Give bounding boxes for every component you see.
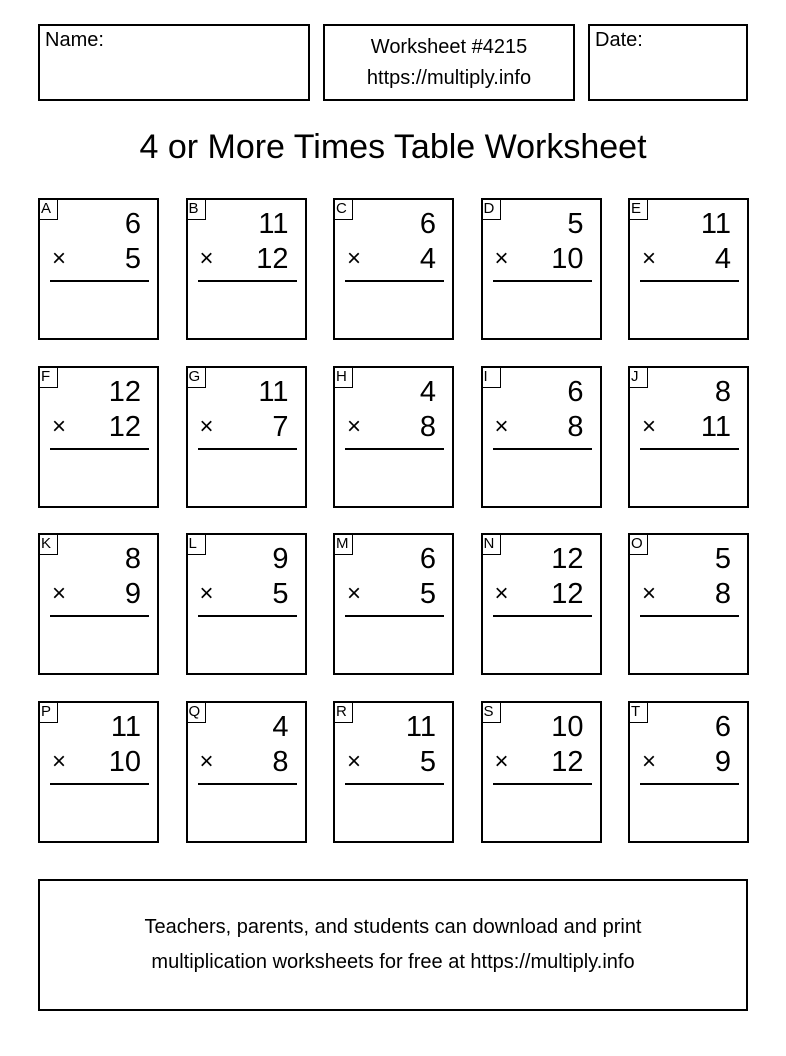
problem-card-p[interactable] (38, 701, 159, 843)
multiplier: 8 (567, 410, 584, 443)
answer-line (493, 448, 592, 450)
multiplicand: 4 (419, 375, 436, 408)
worksheet-info-box (323, 24, 575, 101)
times-sign: × (494, 412, 509, 440)
problem-card-e[interactable] (628, 198, 749, 340)
problem-letter: G (186, 366, 206, 388)
times-sign: × (347, 412, 362, 440)
problem-card-t[interactable] (628, 701, 749, 843)
answer-line (493, 615, 592, 617)
problem-card-s[interactable] (481, 701, 602, 843)
problem-card-d[interactable] (481, 198, 602, 340)
problem-letter: Q (186, 701, 206, 723)
multiplicand: 4 (272, 710, 289, 743)
answer-line (640, 280, 739, 282)
worksheet-url: https://multiply.info (366, 66, 532, 89)
problem-card-m[interactable] (333, 533, 454, 675)
problem-card-b[interactable] (186, 198, 307, 340)
multiplicand: 6 (124, 208, 141, 240)
multiplier: 8 (419, 410, 436, 443)
footer-line-2: multiplication worksheets for free at https://multiply.info (151, 951, 635, 973)
answer-line (198, 783, 297, 785)
problem-card-g[interactable] (186, 366, 307, 508)
multiplicand: 6 (567, 375, 584, 408)
problem-letter: F (38, 366, 58, 388)
problem-letter: O (628, 533, 648, 555)
footer-note (38, 879, 748, 1011)
answer-line (50, 783, 149, 785)
times-sign: × (642, 412, 657, 440)
problem-card-c[interactable] (333, 198, 454, 340)
multiplier: 5 (272, 578, 289, 611)
problem-letter: A (38, 198, 58, 220)
answer-line (198, 615, 297, 617)
problem-card-i[interactable] (481, 366, 602, 508)
multiplier: 10 (551, 243, 584, 275)
problem-letter: L (186, 533, 206, 555)
multiplicand: 5 (567, 208, 584, 240)
answer-line (345, 615, 444, 617)
times-sign: × (642, 580, 657, 608)
answer-line (198, 448, 297, 450)
problem-letter: E (628, 198, 648, 220)
times-sign: × (347, 580, 362, 608)
problem-card-a[interactable] (38, 198, 159, 340)
times-sign: × (199, 747, 214, 775)
multiplicand: 12 (551, 543, 584, 576)
answer-line (345, 783, 444, 785)
problem-letter: I (481, 366, 501, 388)
multiplicand: 6 (419, 543, 436, 576)
problem-letter: S (481, 701, 501, 723)
answer-line (640, 448, 739, 450)
times-sign: × (642, 747, 657, 775)
problem-letter: P (38, 701, 58, 723)
problem-letter: T (628, 701, 648, 723)
footer-line-1: Teachers, parents, and students can download and print (144, 916, 642, 938)
multiplicand: 9 (272, 543, 289, 576)
answer-line (345, 280, 444, 282)
answer-line (493, 280, 592, 282)
multiplicand: 11 (110, 710, 141, 743)
multiplier: 5 (124, 243, 141, 275)
times-sign: × (52, 412, 67, 440)
problem-letter: J (628, 366, 648, 388)
answer-line (50, 448, 149, 450)
problem-letter: R (333, 701, 353, 723)
problem-card-o[interactable] (628, 533, 749, 675)
multiplicand: 12 (108, 375, 141, 408)
worksheet-number: Worksheet #4215 (370, 35, 528, 58)
answer-line (640, 615, 739, 617)
times-sign: × (642, 245, 657, 272)
problem-letter: H (333, 366, 353, 388)
multiplicand: 6 (419, 208, 436, 240)
multiplier: 4 (419, 243, 436, 275)
problem-letter: C (333, 198, 353, 220)
times-sign: × (52, 747, 67, 775)
times-sign: × (199, 580, 214, 608)
problem-letter: N (481, 533, 501, 555)
multiplicand: 5 (714, 543, 731, 576)
times-sign: × (199, 245, 214, 272)
times-sign: × (494, 580, 509, 608)
multiplier: 4 (714, 243, 731, 275)
date-field-box[interactable] (588, 24, 748, 101)
multiplier: 12 (256, 243, 289, 275)
answer-line (50, 615, 149, 617)
times-sign: × (347, 747, 362, 775)
problem-letter: B (186, 198, 206, 220)
problem-letter: D (481, 198, 501, 220)
times-sign: × (199, 412, 214, 440)
multiplier: 10 (108, 745, 141, 778)
multiplier: 12 (108, 410, 141, 443)
multiplicand: 11 (258, 208, 289, 240)
multiplicand: 6 (714, 710, 731, 743)
problem-card-l[interactable] (186, 533, 307, 675)
multiplier: 12 (551, 745, 584, 778)
multiplicand: 8 (124, 543, 141, 576)
times-sign: × (494, 747, 509, 775)
times-sign: × (347, 245, 362, 272)
multiplicand: 8 (714, 375, 731, 408)
problem-card-r[interactable] (333, 701, 454, 843)
name-field-box[interactable] (38, 24, 310, 101)
multiplier: 5 (419, 578, 436, 611)
page-title: 4 or More Times Table Worksheet (139, 128, 647, 166)
problem-card-f[interactable] (38, 366, 159, 508)
multiplier: 9 (124, 578, 141, 611)
multiplicand: 11 (405, 710, 436, 743)
multiplier: 12 (551, 578, 584, 611)
multiplicand: 11 (258, 375, 289, 408)
multiplier: 9 (714, 745, 731, 778)
answer-line (493, 783, 592, 785)
problem-card-k[interactable] (38, 533, 159, 675)
multiplier: 8 (714, 578, 731, 611)
answer-line (198, 280, 297, 282)
times-sign: × (52, 580, 67, 608)
answer-line (345, 448, 444, 450)
multiplier: 7 (272, 410, 289, 443)
date-label: Date: (595, 29, 643, 51)
problem-letter: M (333, 533, 353, 555)
multiplier: 5 (419, 745, 436, 778)
times-sign: × (494, 245, 509, 272)
problem-card-j[interactable] (628, 366, 749, 508)
problem-card-q[interactable] (186, 701, 307, 843)
problem-letter: K (38, 533, 58, 555)
times-sign: × (52, 245, 67, 272)
multiplicand: 11 (700, 208, 731, 240)
answer-line (640, 783, 739, 785)
problem-card-n[interactable] (481, 533, 602, 675)
answer-line (50, 280, 149, 282)
multiplier: 11 (700, 410, 731, 443)
multiplier: 8 (272, 745, 289, 778)
problem-grid (38, 198, 749, 843)
name-label: Name: (45, 29, 104, 51)
problem-card-h[interactable] (333, 366, 454, 508)
multiplicand: 10 (551, 710, 584, 743)
